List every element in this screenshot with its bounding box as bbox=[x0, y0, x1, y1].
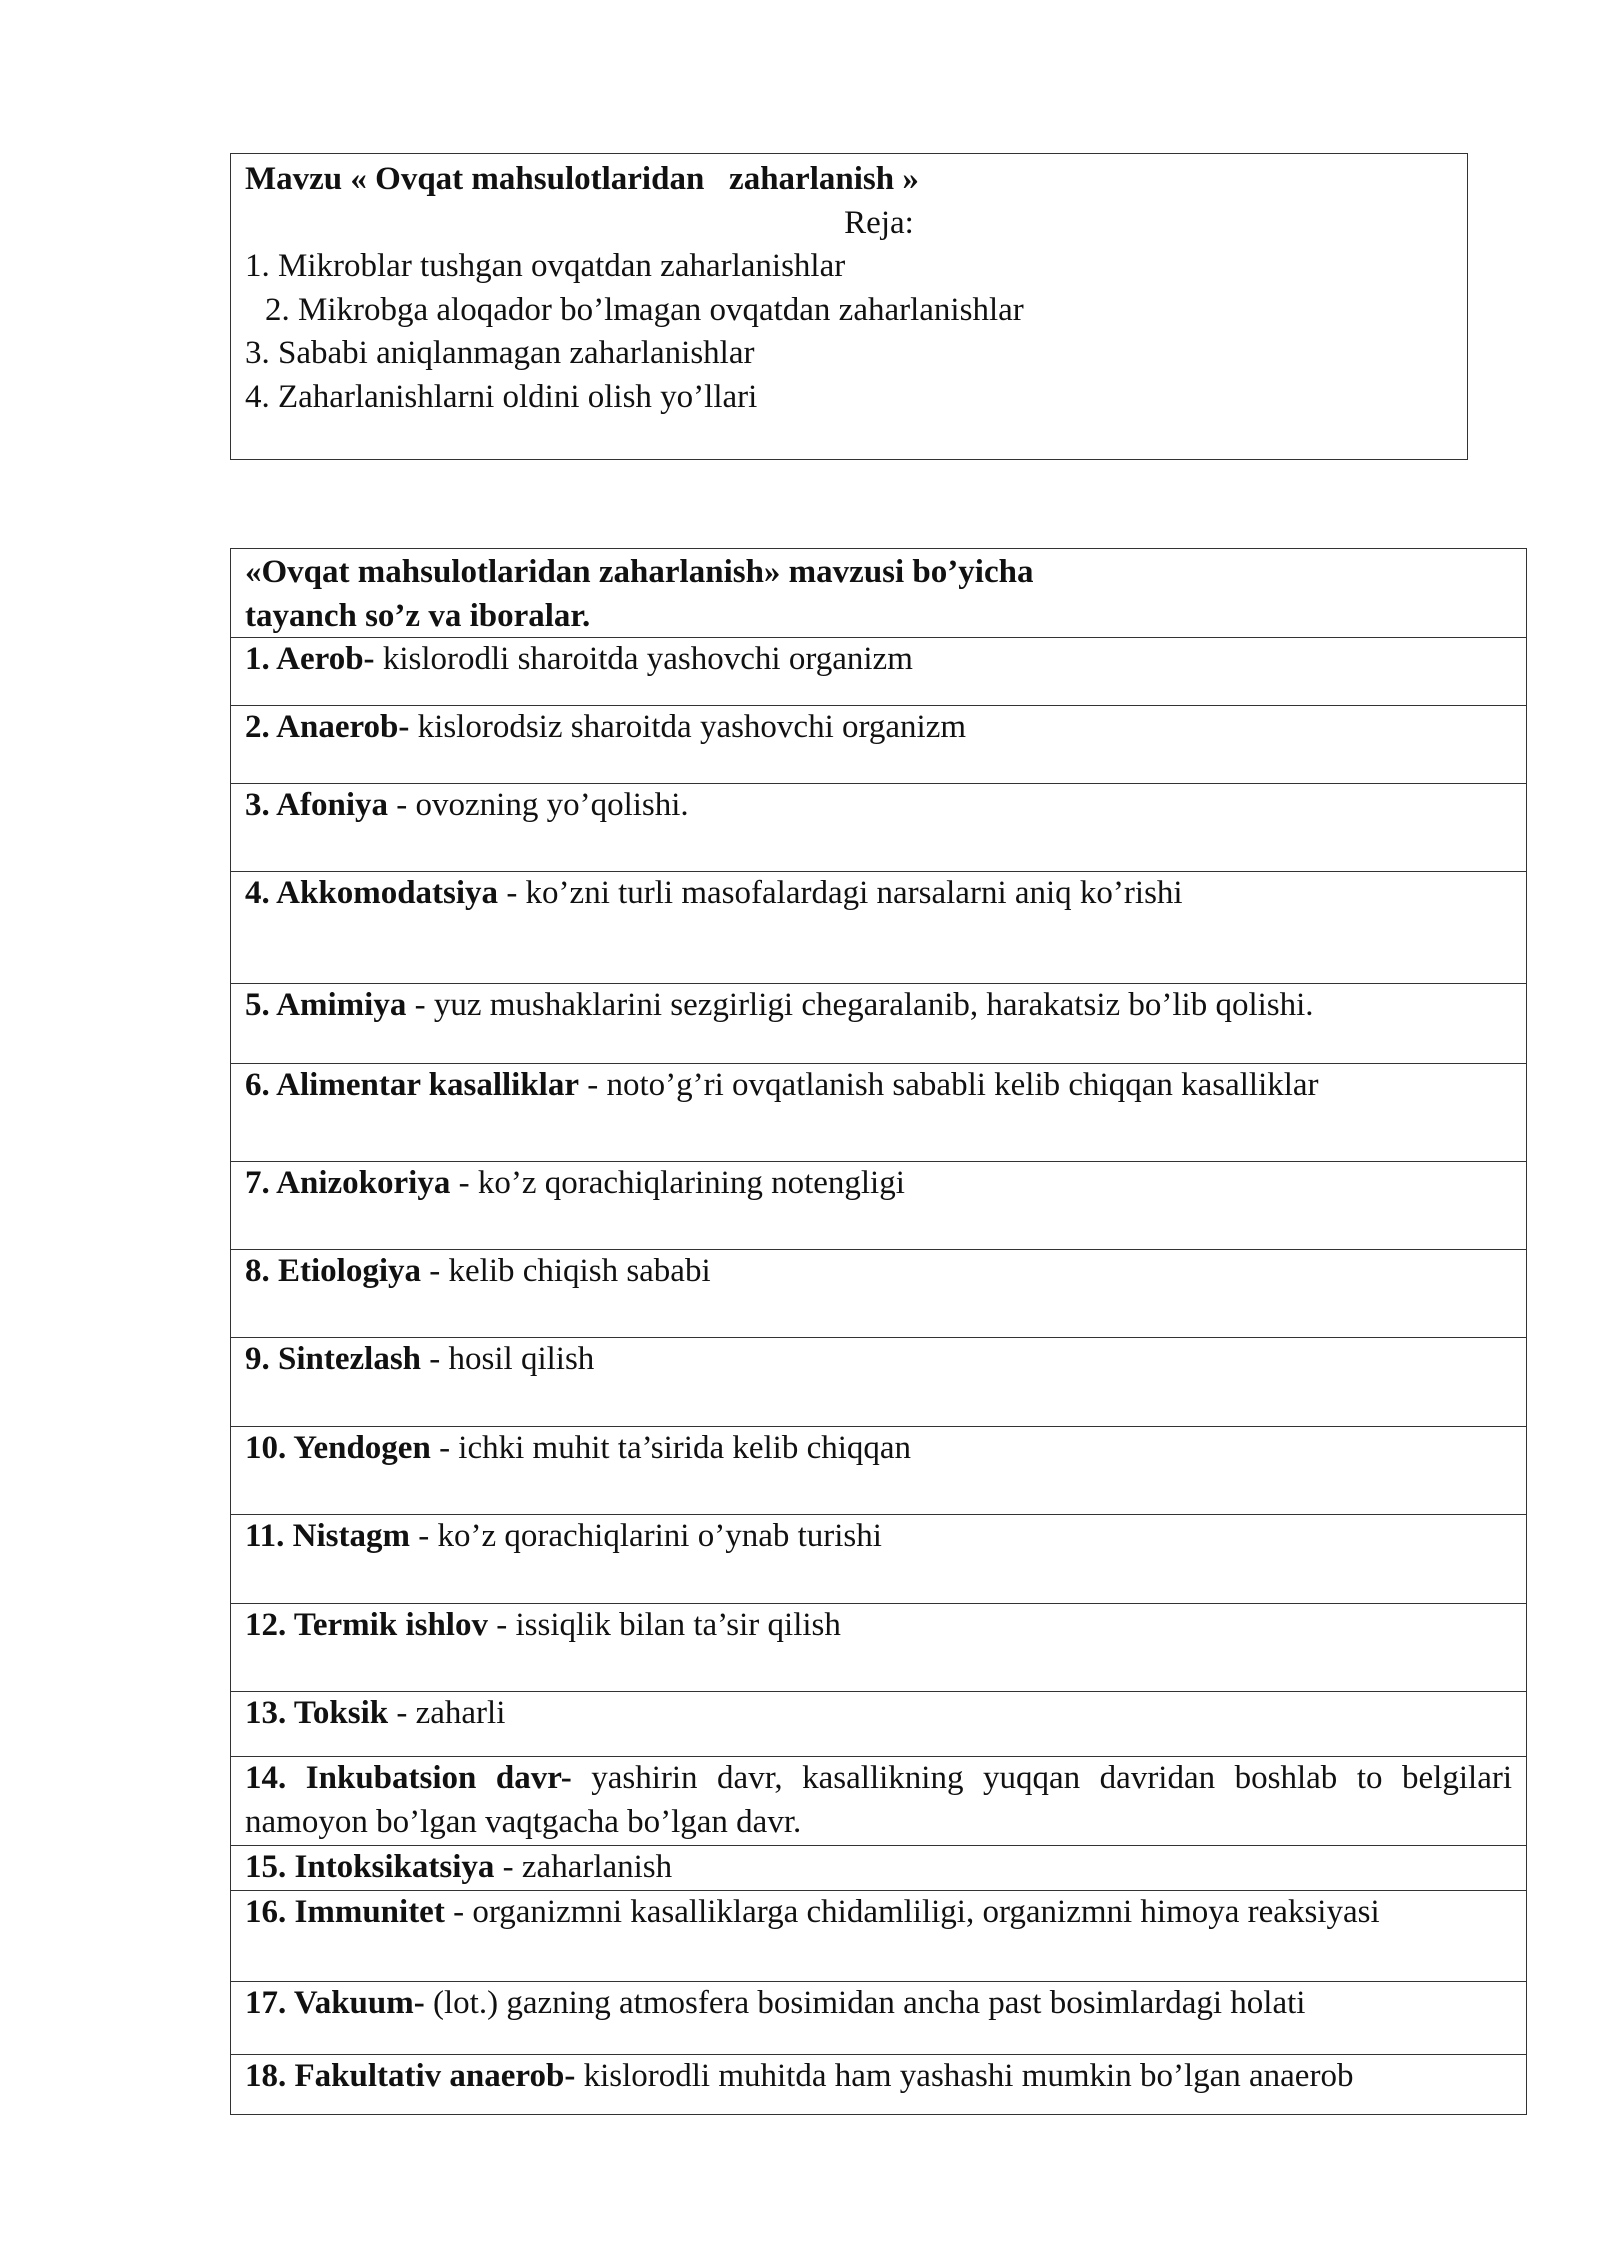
glossary-definition: - kelib chiqish sababi bbox=[421, 1253, 711, 1289]
glossary-definition: - zaharlanish bbox=[494, 1849, 673, 1885]
glossary-definition: kislorodsiz sharoitda yashovchi organizm bbox=[409, 709, 967, 745]
glossary-header bbox=[231, 549, 1526, 637]
glossary-term: 3. Afoniya bbox=[245, 787, 389, 823]
glossary-header-line: tayanch so’z va iboralar. bbox=[245, 597, 591, 634]
glossary-row bbox=[231, 637, 1526, 705]
plan-item: 3. Sababi aniqlanmagan zaharlanishlar bbox=[245, 335, 755, 371]
glossary-row bbox=[231, 1161, 1526, 1249]
glossary-term: 14. Inkubatsion davr- bbox=[245, 1760, 572, 1796]
glossary-table bbox=[230, 548, 1527, 2115]
glossary-term: 2. Anaerob- bbox=[245, 709, 410, 745]
glossary-definition: - ko’z qorachiqlarining notengligi bbox=[450, 1165, 905, 1201]
glossary-definition: - ko’zni turli masofalardagi narsalarni aniq ko’rishi bbox=[498, 875, 1183, 911]
glossary-row bbox=[231, 1890, 1526, 1981]
glossary-definition: - ichki muhit ta’sirida kelib chiqqan bbox=[430, 1430, 912, 1466]
glossary-term: 5. Amimiya bbox=[245, 987, 407, 1023]
glossary-definition: (lot.) gazning atmosfera bosimidan ancha past bosimlardagi holati bbox=[424, 1985, 1306, 2021]
glossary-row bbox=[231, 1845, 1526, 1890]
glossary-term: 6. Alimentar kasalliklar bbox=[245, 1067, 579, 1103]
glossary-row bbox=[231, 705, 1526, 783]
glossary-header-line: «Ovqat mahsulotlaridan zaharlanish» mavzusi bo’yicha bbox=[245, 554, 1034, 590]
glossary-term: 9. Sintezlash bbox=[245, 1341, 422, 1377]
plan-item: 4. Zaharlanishlarni oldini olish yo’llari bbox=[245, 378, 758, 415]
glossary-row bbox=[231, 783, 1526, 871]
plan-item: 2. Mikrobga aloqador bo’lmagan ovqatdan zaharlanishlar bbox=[265, 291, 1024, 328]
glossary-definition: - organizmni kasalliklarga chidamliligi, organizmni himoya reaksiyasi bbox=[444, 1894, 1380, 1930]
glossary-definition: - yuz mushaklarini sezgirligi chegaralanib, harakatsiz bo’lib qolishi. bbox=[406, 987, 1314, 1023]
glossary-term: 11. Nistagm bbox=[245, 1518, 410, 1554]
glossary-definition: - issiqlik bilan ta’sir qilish bbox=[487, 1607, 841, 1643]
glossary-term: 17. Vakuum- bbox=[245, 1985, 425, 2021]
glossary-term: 1. Aerob- bbox=[245, 641, 375, 677]
glossary-row bbox=[231, 1337, 1526, 1426]
topic-title: Mavzu « Ovqat mahsulotlaridan zaharlanish » bbox=[245, 161, 919, 197]
glossary-definition: yashirin davr, kasallikning yuqqan davridan boshlab to belgilari namoyon bo’lgan vaqtgacha bo’lgan davr. bbox=[245, 1760, 1512, 1840]
glossary-row bbox=[231, 1603, 1526, 1691]
plan-box bbox=[230, 153, 1468, 460]
plan-subtitle: Reja: bbox=[844, 204, 914, 241]
glossary-term: 18. Fakultativ anaerob- bbox=[245, 2058, 576, 2094]
glossary-definition: - ko’z qorachiqlarini o’ynab turishi bbox=[410, 1518, 882, 1554]
glossary-definition: - noto’g’ri ovqatlanish sababli kelib chiqqan kasalliklar bbox=[579, 1067, 1319, 1103]
glossary-definition: kislorodli muhitda ham yashashi mumkin bo’lgan anaerob bbox=[575, 2058, 1354, 2094]
glossary-row bbox=[231, 1691, 1526, 1756]
glossary-row bbox=[231, 1514, 1526, 1603]
glossary-definition: - zaharli bbox=[388, 1695, 506, 1731]
glossary-row bbox=[231, 1981, 1526, 2054]
glossary-definition: - hosil qilish bbox=[421, 1341, 595, 1377]
glossary-term: 8. Etiologiya bbox=[245, 1253, 422, 1289]
glossary-term: 13. Toksik bbox=[245, 1695, 389, 1731]
glossary-definition: - ovozning yo’qolishi. bbox=[388, 787, 689, 823]
glossary-term: 16. Immunitet bbox=[245, 1894, 445, 1930]
plan-item: 1. Mikroblar tushgan ovqatdan zaharlanishlar bbox=[245, 248, 846, 284]
glossary-term: 12. Termik ishlov bbox=[245, 1607, 488, 1643]
glossary-row bbox=[231, 2054, 1526, 2114]
glossary-definition: kislorodli sharoitda yashovchi organizm bbox=[374, 641, 913, 677]
glossary-row bbox=[231, 1249, 1526, 1337]
glossary-row bbox=[231, 983, 1526, 1063]
glossary-term: 10. Yendogen bbox=[245, 1430, 431, 1466]
glossary-row bbox=[231, 1063, 1526, 1161]
glossary-term: 15. Intoksikatsiya bbox=[245, 1849, 495, 1885]
glossary-row bbox=[231, 1426, 1526, 1514]
glossary-row bbox=[231, 1756, 1526, 1845]
glossary-term: 7. Anizokoriya bbox=[245, 1165, 451, 1201]
glossary-row bbox=[231, 871, 1526, 983]
glossary-term: 4. Akkomodatsiya bbox=[245, 875, 499, 911]
